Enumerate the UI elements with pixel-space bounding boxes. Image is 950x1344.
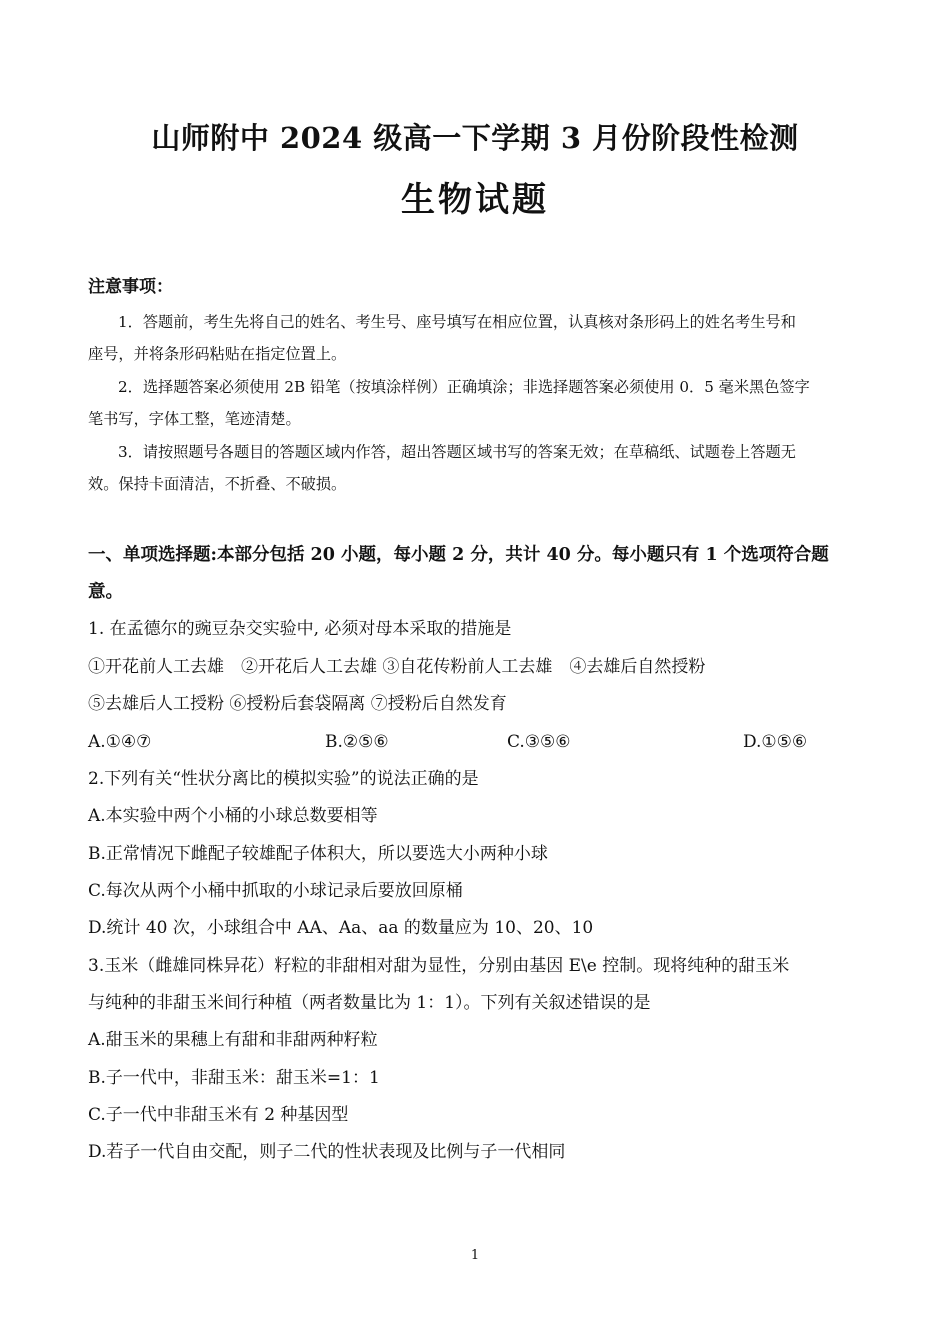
notice-line: 3．请按照题号各题目的答题区域内作答，超出答题区域书写的答案无效；在草稿纸、试题卷上答题无 — [118, 443, 796, 461]
question-1-items: ⑤去雄后人工授粉 ⑥授粉后套袋隔离 ⑦授粉后自然发育 — [88, 694, 507, 714]
question-1-items: ①开花前人工去雄 ②开花后人工去雄 ③自花传粉前人工去雄 ④去雄后自然授粉 — [88, 657, 706, 677]
notice-line: 1．答题前，考生先将自己的姓名、考生号、座号填写在相应位置，认真核对条形码上的姓名考生号和 — [118, 313, 796, 331]
question-1-stem: 1. 在孟德尔的豌豆杂交实验中, 必须对母本采取的措施是 — [88, 619, 512, 639]
question-1-option-d: D.①⑤⑥ — [743, 732, 808, 752]
subject-title: 生物试题 — [401, 180, 549, 220]
question-2-option-a: A.本实验中两个小桶的小球总数要相等 — [88, 806, 378, 826]
question-3-stem: 3.玉米（雌雄同株异花）籽粒的非甜相对甜为显性，分别由基因 E\e 控制。现将纯种的甜玉米 — [88, 956, 790, 976]
notice-heading: 注意事项： — [88, 277, 173, 297]
question-1-option-c: C.③⑤⑥ — [507, 732, 571, 752]
notice-line: 效。保持卡面清洁，不折叠、不破损。 — [88, 475, 347, 493]
section-heading: 一、单项选择题:本部分包括 20 小题，每小题 2 分，共计 40 分。每小题只有 1 个选项符合题 — [88, 545, 829, 565]
question-3-option-b: B.子一代中，非甜玉米：甜玉米=1：1 — [88, 1068, 380, 1088]
question-2-option-d: D.统计 40 次，小球组合中 AA、Aa、aa 的数量应为 10、20、10 — [88, 918, 594, 938]
question-2-option-b: B.正常情况下雌配子较雄配子体积大，所以要选大小两种小球 — [88, 844, 548, 864]
question-3-option-d: D.若子一代自由交配，则子二代的性状表现及比例与子一代相同 — [88, 1142, 566, 1162]
notice-line: 2．选择题答案必须使用 2B 铅笔（按填涂样例）正确填涂；非选择题答案必须使用 0．5 毫米黑色签字 — [118, 378, 810, 396]
question-3-option-a: A.甜玉米的果穗上有甜和非甜两种籽粒 — [88, 1030, 378, 1050]
question-1-option-b: B.②⑤⑥ — [325, 732, 389, 752]
question-1-option-a: A.①④⑦ — [88, 732, 152, 752]
page-number: 1 — [470, 1248, 480, 1263]
question-2-option-c: C.每次从两个小桶中抓取的小球记录后要放回原桶 — [88, 881, 463, 901]
notice-line: 座号，并将条形码粘贴在指定位置上。 — [88, 345, 347, 363]
exam-title: 山师附中 2024 级高一下学期 3 月份阶段性检测 — [151, 121, 799, 155]
section-heading-cont: 意。 — [88, 582, 123, 602]
question-3-stem-cont: 与纯种的非甜玉米间行种植（两者数量比为 1：1）。下列有关叙述错误的是 — [88, 993, 651, 1013]
question-2-stem: 2.下列有关“性状分离比的模拟实验”的说法正确的是 — [88, 769, 479, 789]
question-3-option-c: C.子一代中非甜玉米有 2 种基因型 — [88, 1105, 349, 1125]
notice-line: 笔书写，字体工整，笔迹清楚。 — [88, 410, 301, 428]
